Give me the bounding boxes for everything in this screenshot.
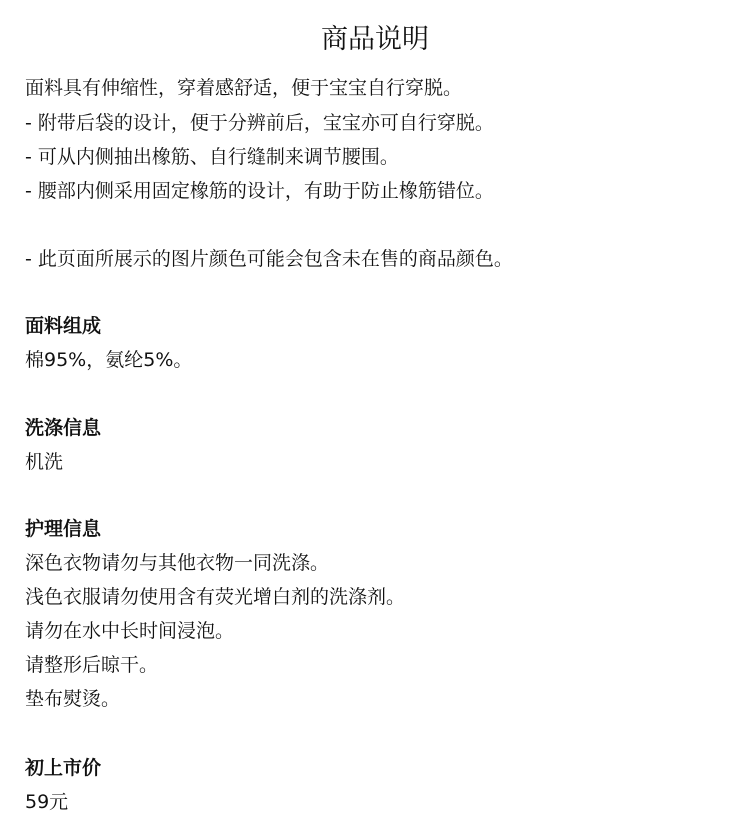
description-line-1: 面料具有伸缩性，穿着感舒适，便于宝宝自行穿脱。 <box>25 77 463 99</box>
material-heading: 面料组成 <box>25 315 102 337</box>
price-heading: 初上市价 <box>25 757 102 779</box>
care-item-5: 垫布熨烫。 <box>25 688 121 710</box>
care-item-4: 请整形后晾干。 <box>25 654 159 676</box>
care-item-1: 深色衣物请勿与其他衣物一同洗涤。 <box>25 552 330 574</box>
washing-value: 机洗 <box>25 451 64 473</box>
care-item-2: 浅色衣服请勿使用含有荧光增白剂的洗涤剂。 <box>25 586 406 608</box>
price-value: 59元 <box>25 791 69 813</box>
care-heading: 护理信息 <box>25 518 102 540</box>
care-item-3: 请勿在水中长时间浸泡。 <box>25 620 235 642</box>
color-notice: - 此页面所展示的图片颜色可能会包含未在售的商品颜色。 <box>25 248 513 270</box>
page-title: 商品说明 <box>321 24 429 55</box>
description-line-4: - 腰部内侧采用固定橡筋的设计，有助于防止橡筋错位。 <box>25 180 494 202</box>
description-line-2: - 附带后袋的设计，便于分辨前后，宝宝亦可自行穿脱。 <box>25 112 494 134</box>
description-line-3: - 可从内侧抽出橡筋、自行缝制来调节腰围。 <box>25 146 399 168</box>
material-value: 棉95%，氨纶5%。 <box>25 349 193 371</box>
washing-heading: 洗涤信息 <box>25 417 102 439</box>
